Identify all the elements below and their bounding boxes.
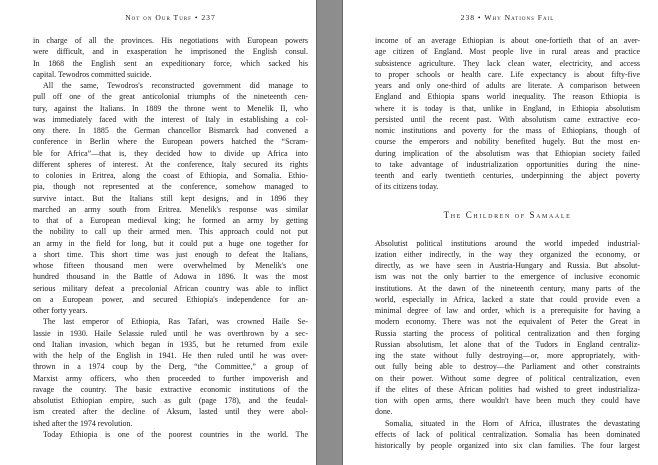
right-page [343, 0, 658, 465]
text-line: serious military defeat a precolonial African country was able to inflict [33, 283, 308, 293]
text-line: modern economy. There was not the equivalent of Peter the Great in [375, 317, 640, 327]
section-gap [375, 226, 640, 237]
text-line: to take advantage of industrialization opportunities during the nine- [375, 159, 640, 169]
text-line: ony there. In 1885 the German chancellor Bismarck had convened a [33, 126, 308, 135]
text-line: where it is today is that, unlike in England, in Ethiopia absolutism [375, 103, 640, 113]
text-line: ravage the country. The basic extractive economic institutions of the [33, 384, 308, 394]
section-gap [375, 193, 640, 204]
text-line: done. [375, 407, 393, 417]
text-line: out fully being able to destroy—the Parliament and other constraints [375, 362, 640, 372]
text-line: The last emperor of Ethiopia, Ras Tafari, was crowned Haile Se- [43, 317, 308, 327]
text-line: of its citizens today. [375, 182, 439, 192]
text-line: persisted until the recent past. With absolutism came extractive eco- [375, 114, 640, 124]
text-line: survive intact. But the Italians still kept designs, and in 1896 they [33, 193, 308, 203]
section-heading: The Children of Samaale [443, 209, 572, 220]
text-line: Marxist army officers, who then proceeded to further impoverish and [33, 373, 308, 383]
text-line: Russian absolutism, let alone that of the Tudors in England centraliz- [375, 339, 640, 349]
text-line: Somalia, situated in the Horn of Africa, illustrates the devastating [385, 418, 640, 428]
running-head-right: 238 • Why Nations Fail [460, 13, 555, 22]
text-line: hundred thousand in the Battle of Adowa in 1896. It was the most [33, 272, 308, 282]
text-line: capital. Tewodros committed suicide. [33, 69, 152, 79]
text-line: conference in Berlin where the European powers hatched the “Scram- [33, 137, 308, 147]
text-line: historically by people organized into six clan families. The four largest [375, 441, 640, 450]
text-line: pull off one of the great anticolonial triumphs of the nineteenth cen- [33, 92, 308, 102]
text-line: income of an average Ethiopian is about one-fortieth that of an aver- [375, 36, 640, 45]
text-line: to colonies in Eritrea, along the coast of Ethiopia, and Somalia. Ethio- [33, 171, 308, 180]
text-line: marched an army south from Eritrea. Menelik's response was similar [33, 204, 308, 214]
text-line: ization either indirectly, in the way they organized the economy, or [375, 249, 640, 259]
text-line: an army in the field for long, but it could put a huge one together for [33, 238, 308, 248]
text-line: institutions. At the dawn of the nineteenth century, many parts of the [375, 283, 640, 293]
text-line: to proper schools or health care. Life expectancy is about fifty-five [375, 69, 640, 79]
text-line: ond Italian invasion, which began in 1935, but he returned from exile [33, 339, 308, 349]
text-line: England and Ethiopia spans world inequality. The reason Ethiopia is [375, 92, 640, 102]
text-line: subsistence agriculture. They lack clean water, electricity, and access [375, 58, 640, 68]
text-line: ished after the 1974 revolution. [33, 418, 133, 428]
text-line: course the emperors and nobility benefited hugely. But the most en- [375, 137, 640, 147]
text-line: during implication of the absolutism was that Ethiopian society failed [375, 148, 640, 158]
text-line: tury, against the Italians. In 1889 the throne went to Menelik II, who [33, 103, 308, 113]
left-body-text [33, 35, 308, 440]
text-line: Absolutist political institutions around the world impeded industrial- [375, 238, 640, 248]
text-line: absolutist Ethiopian empire, such as gult (page 178), and the feudal- [33, 396, 308, 405]
text-line: minimal degree of law and order, which is a prerequisite for having a [375, 306, 640, 315]
page-gutter [316, 0, 343, 465]
text-line: pia, though not represented at the conference, somehow managed to [33, 182, 308, 192]
running-head-left: Not on Our Turf • 237 [125, 13, 216, 22]
text-line: if the elites of these African polities had wished to greet industrializa- [375, 384, 640, 394]
text-line: in charge of all the provinces. His negotiations with European powers [33, 36, 308, 45]
text-line: on a European power, and secured Ethiopia's independence for an- [33, 294, 308, 304]
text-line: on their power. Without some degree of political centralization, even [375, 373, 640, 383]
text-line: ble for Africa”—that is, they decided how to divide up Africa into [33, 148, 308, 158]
text-line: the nobility to call up their armed men. This approach could not put [33, 227, 308, 237]
text-line: to that of a European medieval king; he formed an army by getting [33, 216, 308, 225]
text-line: All the same, Tewodros's reconstructed government did manage to [43, 81, 308, 90]
text-line: In 1868 the English sent an expeditionary force, which sacked his [33, 58, 308, 68]
text-line: world, especially in Africa, lacked a state that could provide even a [375, 294, 640, 304]
text-line: thrown in a 1974 coup by the Derg, “the Committee,” a group of [33, 362, 308, 372]
text-line: Today Ethiopia is one of the poorest countries in the world. The [43, 429, 308, 439]
text-line: ism was not the only barrier to the emergence of inclusive economic [375, 272, 640, 282]
text-line: whose fifteen thousand men were overwhelmed by Menelik's one [33, 261, 308, 270]
text-line: age citizen of England. Most people live in rural areas and practice [375, 47, 640, 57]
text-line: nomic institutions and poverty for the mass of Ethiopians, though of [375, 126, 640, 135]
text-line: teenth and early twentieth centuries, underpinning the abject poverty [375, 171, 640, 180]
text-line: lassie in 1930. Haile Selassie ruled until he was overthrown by a sec- [33, 328, 308, 338]
right-body-text [375, 35, 640, 451]
text-line: Russia starting the process of political centralization and then forging [375, 328, 640, 338]
text-line: was immediately faced with the interest of Italy in establishing a col- [33, 114, 308, 124]
text-line: years and only one-third of adults are literate. A comparison between [375, 81, 640, 90]
text-line: with the help of the English in 1941. He then ruled until he was over- [33, 351, 308, 360]
text-line: were difficult, and in exasperation he imprisoned the English consul. [33, 47, 308, 57]
text-line: ing the state without fully destroying—or, more appropriately, with- [375, 351, 640, 360]
text-line: ism created after the decline of Aksum, lasted until they were abol- [33, 407, 308, 417]
text-line: directly, as we have seen in Austria-Hungary and Russia. But absolut- [375, 261, 640, 270]
text-line: other forty years. [33, 306, 88, 315]
text-line: tion with open arms, there wouldn't have been much they could have [375, 396, 640, 405]
text-line: effects of lack of political centralization. Somalia has been dominated [375, 429, 640, 439]
text-line: a short time. This short time was just enough to defeat the Italians, [33, 249, 308, 259]
left-page [0, 0, 316, 465]
text-line: different spheres of interest. At the conference, Italy secured its rights [33, 159, 308, 169]
